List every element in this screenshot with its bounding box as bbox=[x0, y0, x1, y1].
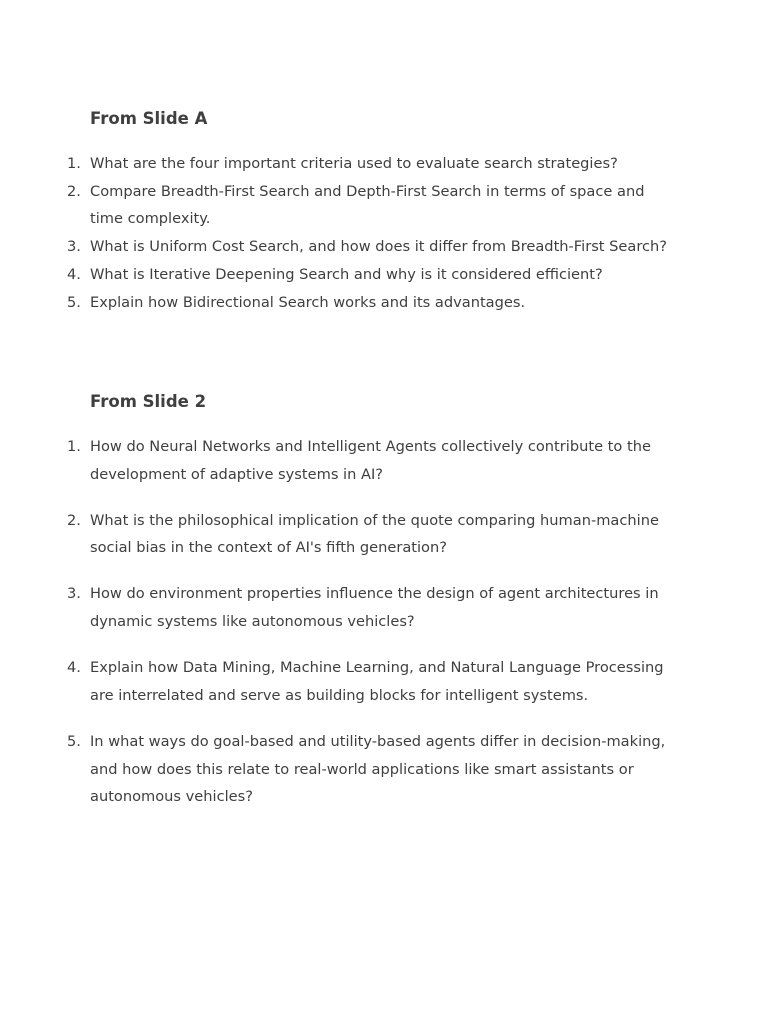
question-text: What is Iterative Deepening Search and why is it considered efficient? bbox=[90, 265, 603, 283]
item-number: 2. bbox=[67, 182, 81, 200]
list-item bbox=[0, 289, 768, 317]
item-number: 5. bbox=[67, 732, 81, 750]
question-list-slide-a bbox=[0, 150, 768, 316]
list-item bbox=[0, 507, 768, 562]
list-item bbox=[0, 150, 768, 178]
section-heading-slide-2: From Slide 2 bbox=[90, 392, 207, 411]
item-number: 2. bbox=[67, 511, 81, 529]
list-item bbox=[0, 261, 768, 289]
section-heading-slide-a: From Slide A bbox=[90, 109, 208, 128]
item-number: 1. bbox=[67, 438, 81, 455]
question-text: Explain how Bidirectional Search works and its advantages. bbox=[90, 293, 526, 311]
list-item bbox=[0, 178, 768, 233]
question-text: How do Neural Networks and Intelligent Agents collectively contribute to the development of adaptive systems in AI? bbox=[90, 438, 651, 483]
item-number: 3. bbox=[67, 238, 81, 256]
item-number: 3. bbox=[67, 585, 81, 603]
question-text: What are the four important criteria used to evaluate search strategies? bbox=[90, 155, 618, 172]
item-number: 4. bbox=[67, 659, 81, 677]
item-number: 5. bbox=[67, 293, 81, 311]
list-item bbox=[0, 654, 768, 709]
question-text: Explain how Data Mining, Machine Learning, and Natural Language Processing are interrelated and serve as building blocks for intelligent systems. bbox=[90, 659, 664, 704]
question-list-slide-2 bbox=[0, 433, 768, 829]
list-item bbox=[0, 728, 768, 811]
item-number: 4. bbox=[67, 265, 81, 283]
question-text: What is Uniform Cost Search, and how does it differ from Breadth-First Search? bbox=[90, 238, 668, 256]
question-text: Compare Breadth-First Search and Depth-First Search in terms of space and time complexity. bbox=[90, 182, 645, 228]
list-item bbox=[0, 233, 768, 261]
list-item bbox=[0, 580, 768, 635]
question-text: In what ways do goal-based and utility-based agents differ in decision-making, and how does this relate to real-world applications like smart assistants or autonomous vehicles? bbox=[90, 732, 666, 806]
question-text: What is the philosophical implication of the quote comparing human-machine social bias in the context of AI's fifth generation? bbox=[90, 511, 659, 557]
question-text: How do environment properties influence the design of agent architectures in dynamic systems like autonomous vehicles? bbox=[90, 585, 659, 631]
item-number: 1. bbox=[67, 155, 81, 172]
list-item bbox=[0, 433, 768, 488]
